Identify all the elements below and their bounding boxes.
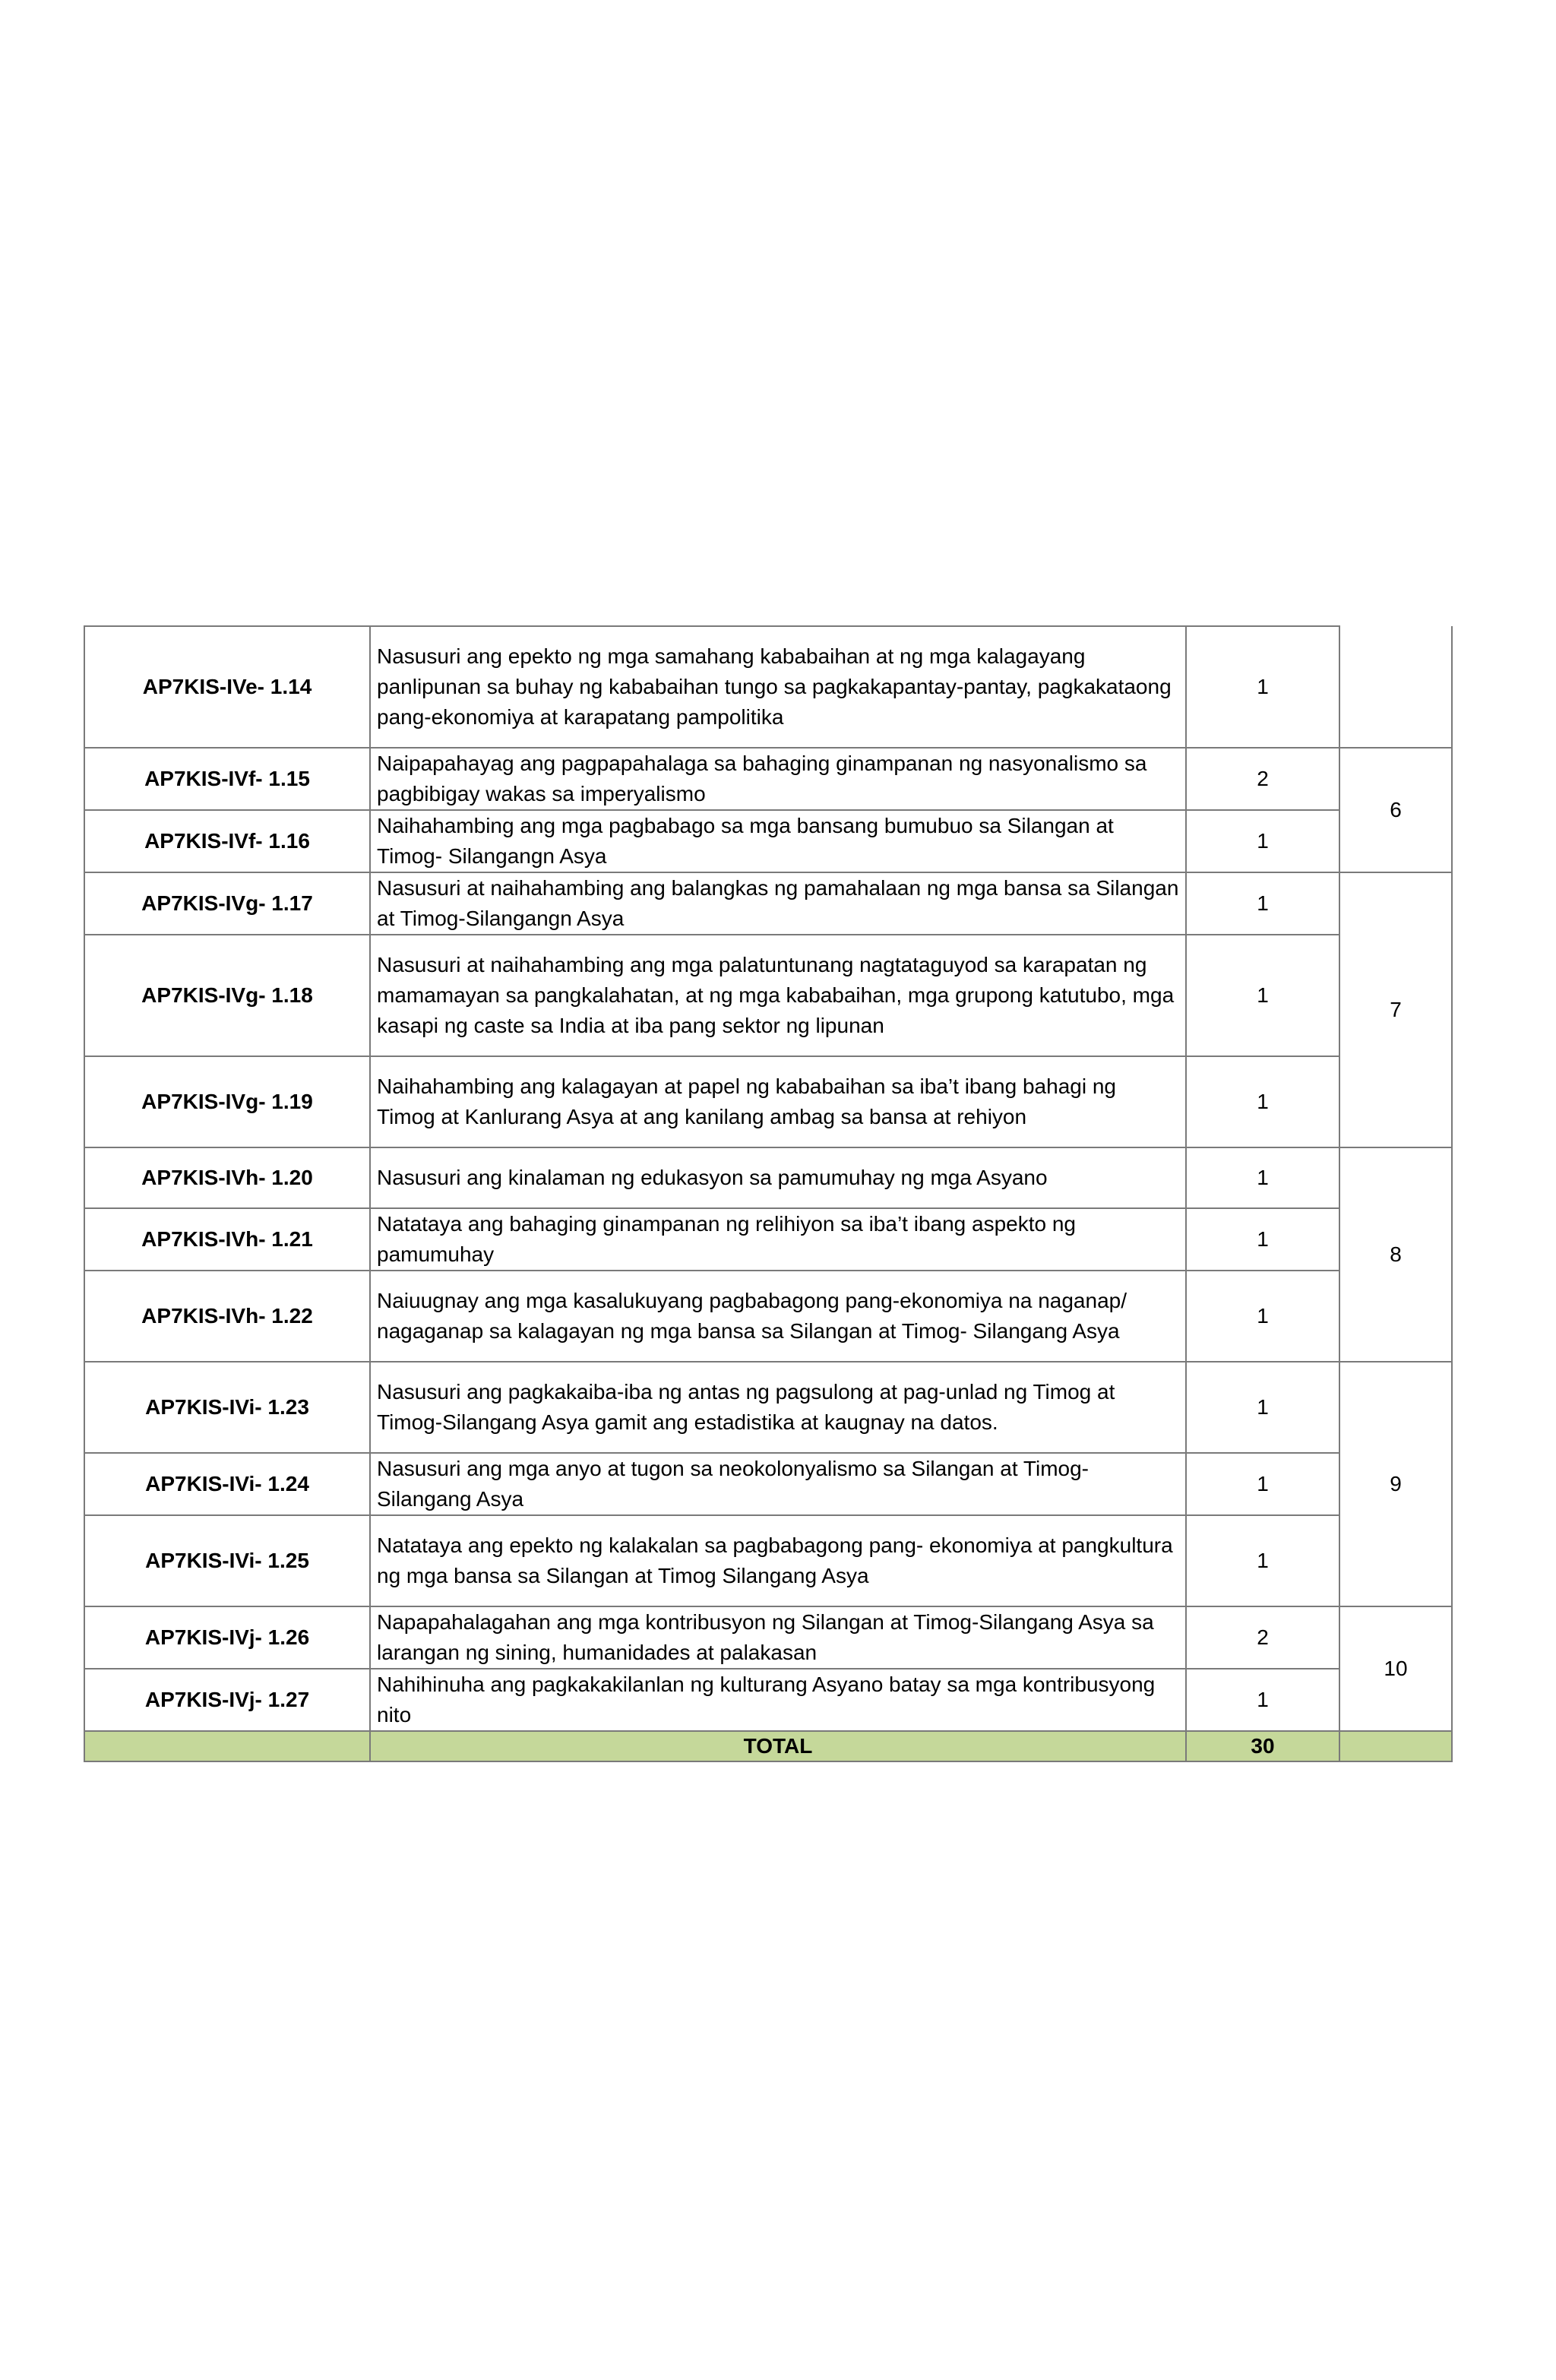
competency-code: AP7KIS-IVg- 1.18 — [84, 935, 370, 1056]
competency-code: AP7KIS-IVi- 1.24 — [84, 1453, 370, 1515]
item-count: 2 — [1186, 1606, 1339, 1669]
item-count: 1 — [1186, 935, 1339, 1056]
item-count: 1 — [1186, 1362, 1339, 1453]
competency-code: AP7KIS-IVj- 1.27 — [84, 1669, 370, 1731]
item-count: 1 — [1186, 810, 1339, 872]
week-cell-empty — [1339, 626, 1452, 748]
competency-code: AP7KIS-IVe- 1.14 — [84, 626, 370, 748]
week-number: 10 — [1339, 1606, 1452, 1731]
item-count: 2 — [1186, 748, 1339, 810]
total-value: 30 — [1186, 1731, 1339, 1761]
table-row — [84, 626, 1452, 748]
competency-text: Nahihinuha ang pagkakakilanlan ng kulturang Asyano batay sa mga kontribusyong nito — [370, 1669, 1186, 1731]
total-row-blank — [1339, 1731, 1452, 1761]
competency-text: Nasusuri ang pagkakaiba-iba ng antas ng pagsulong at pag-unlad ng Timog at Timog-Silangang Asya gamit ang estadistika at kaugnay na datos. — [370, 1362, 1186, 1453]
total-row-blank — [84, 1731, 370, 1761]
competency-text: Napapahalagahan ang mga kontribusyon ng Silangan at Timog-Silangang Asya sa larangan ng sining, humanidades at palakasan — [370, 1606, 1186, 1669]
table-row — [84, 1056, 1452, 1147]
table-row — [84, 1271, 1452, 1362]
table-row — [84, 1208, 1452, 1271]
table-row — [84, 748, 1452, 810]
item-count: 1 — [1186, 1056, 1339, 1147]
table-row — [84, 1515, 1452, 1606]
competency-code: AP7KIS-IVg- 1.17 — [84, 872, 370, 935]
item-count: 1 — [1186, 1515, 1339, 1606]
competency-text: Nasusuri at naihahambing ang balangkas ng pamahalaan ng mga bansa sa Silangan at Timog-Silangangn Asya — [370, 872, 1186, 935]
total-row — [84, 1731, 1452, 1761]
table-row — [84, 1362, 1452, 1453]
item-count: 1 — [1186, 872, 1339, 935]
item-count: 1 — [1186, 626, 1339, 748]
competency-text: Nasusuri ang mga anyo at tugon sa neokolonyalismo sa Silangan at Timog-Silangang Asya — [370, 1453, 1186, 1515]
competency-text: Naiuugnay ang mga kasalukuyang pagbabagong pang-ekonomiya na naganap/ nagaganap sa kalagayan ng mga bansa sa Silangan at Timog- Silangang Asya — [370, 1271, 1186, 1362]
competency-text: Naihahambing ang mga pagbabago sa mga bansang bumubuo sa Silangan at Timog- Silangangn Asya — [370, 810, 1186, 872]
competency-code: AP7KIS-IVf- 1.15 — [84, 748, 370, 810]
item-count: 1 — [1186, 1669, 1339, 1731]
table-row — [84, 1453, 1452, 1515]
item-count: 1 — [1186, 1453, 1339, 1515]
week-number: 9 — [1339, 1362, 1452, 1606]
table-row — [84, 1147, 1452, 1208]
competency-code: AP7KIS-IVi- 1.23 — [84, 1362, 370, 1453]
competency-code: AP7KIS-IVg- 1.19 — [84, 1056, 370, 1147]
competency-code: AP7KIS-IVh- 1.21 — [84, 1208, 370, 1271]
week-number: 6 — [1339, 748, 1452, 872]
competency-text: Nasusuri ang kinalaman ng edukasyon sa pamumuhay ng mga Asyano — [370, 1147, 1186, 1208]
week-number: 8 — [1339, 1147, 1452, 1362]
competency-text: Natataya ang epekto ng kalakalan sa pagbabagong pang- ekonomiya at pangkultura ng mga bansa sa Silangan at Timog Silangang Asya — [370, 1515, 1186, 1606]
competency-code: AP7KIS-IVh- 1.22 — [84, 1271, 370, 1362]
item-count: 1 — [1186, 1208, 1339, 1271]
table-row — [84, 935, 1452, 1056]
table-row — [84, 872, 1452, 935]
table-row — [84, 810, 1452, 872]
item-count: 1 — [1186, 1147, 1339, 1208]
competency-code: AP7KIS-IVf- 1.16 — [84, 810, 370, 872]
competency-text: Naihahambing ang kalagayan at papel ng kababaihan sa iba’t ibang bahagi ng Timog at Kanlurang Asya at ang kanilang ambag sa bansa at rehiyon — [370, 1056, 1186, 1147]
competency-text: Nasusuri ang epekto ng mga samahang kababaihan at ng mga kalagayang panlipunan sa buhay ng kababaihan tungo sa pagkakapantay-pantay, pagkakataong pang-ekonomiya at karapatang pampolitika — [370, 626, 1186, 748]
budget-of-work-table — [84, 625, 1453, 1762]
table-row — [84, 1669, 1452, 1731]
competency-code: AP7KIS-IVj- 1.26 — [84, 1606, 370, 1669]
competency-text: Nasusuri at naihahambing ang mga palatuntunang nagtataguyod sa karapatan ng mamamayan sa pangkalahatan, at ng mga kababaihan, mga grupong katutubo, mga kasapi ng caste sa India at iba pang sektor ng lipunan — [370, 935, 1186, 1056]
total-label: TOTAL — [370, 1731, 1186, 1761]
competency-code: AP7KIS-IVh- 1.20 — [84, 1147, 370, 1208]
week-number: 7 — [1339, 872, 1452, 1147]
item-count: 1 — [1186, 1271, 1339, 1362]
competency-code: AP7KIS-IVi- 1.25 — [84, 1515, 370, 1606]
competency-text: Natataya ang bahaging ginampanan ng relihiyon sa iba’t ibang aspekto ng pamumuhay — [370, 1208, 1186, 1271]
competency-text: Naipapahayag ang pagpapahalaga sa bahaging ginampanan ng nasyonalismo sa pagbibigay wakas sa imperyalismo — [370, 748, 1186, 810]
table-row — [84, 1606, 1452, 1669]
